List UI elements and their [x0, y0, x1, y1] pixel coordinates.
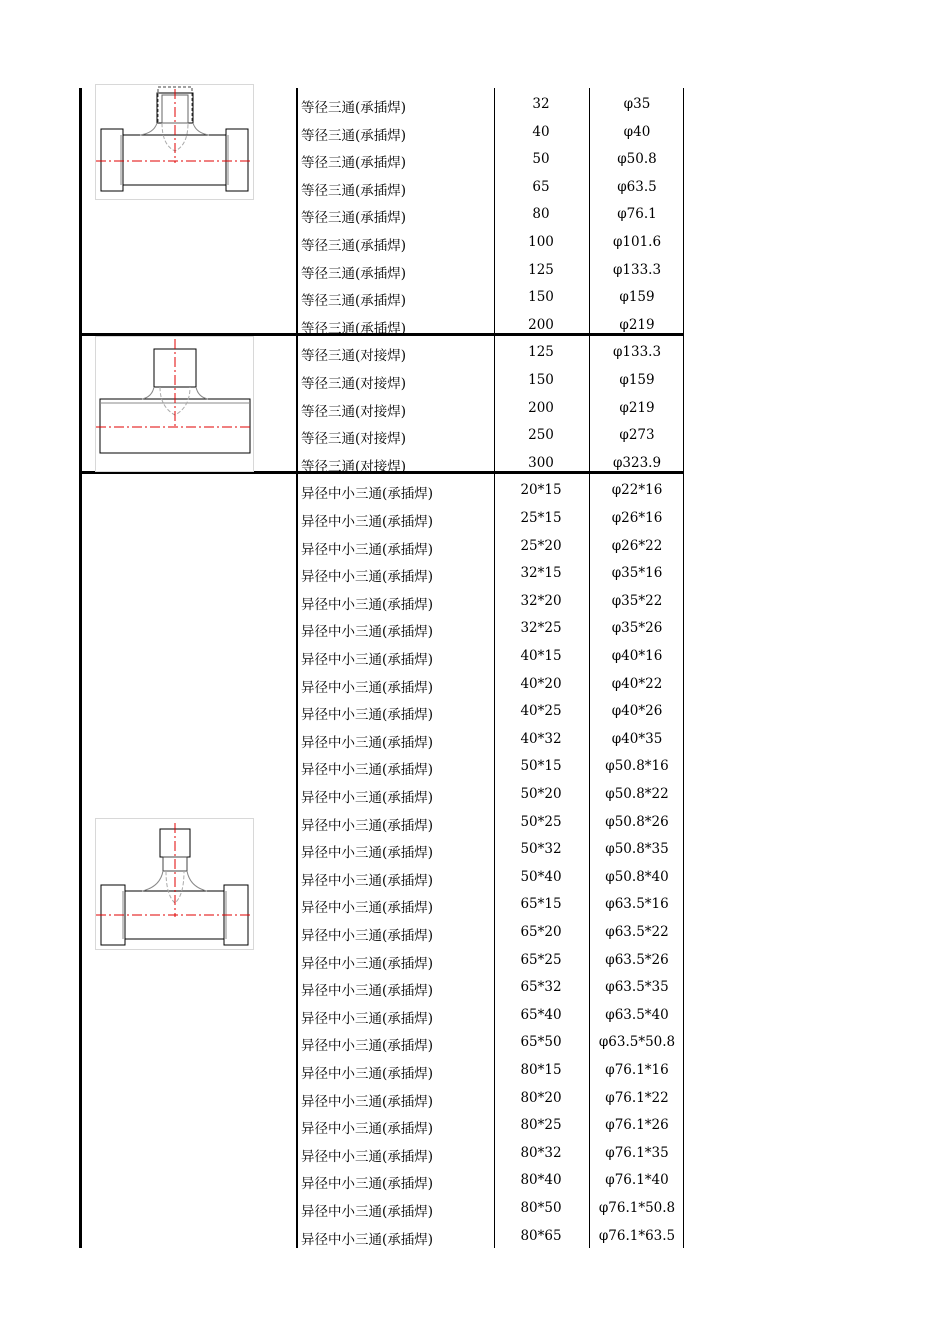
table-row	[298, 752, 684, 780]
fitting-name-cell: 等径三通(承插焊)	[301, 182, 407, 199]
outer-diameter-cell: φ26*22	[611, 537, 663, 554]
fitting-name-cell: 异径中小三通(承插焊)	[301, 734, 434, 751]
outer-diameter-cell: φ76.1*22	[605, 1089, 669, 1106]
table-row	[298, 808, 684, 836]
fitting-name-cell: 异径中小三通(承插焊)	[301, 1066, 434, 1082]
fitting-name-cell: 异径中小三通(承插焊)	[301, 790, 434, 806]
fitting-name-cell: 等径三通(承插焊)	[301, 238, 407, 254]
fitting-name-cell: 异径中小三通(承插焊)	[301, 514, 434, 530]
table-row	[298, 173, 684, 201]
nominal-size-cell: 80*15	[520, 1062, 562, 1078]
fitting-name-cell: 异径中小三通(承插焊)	[301, 541, 434, 558]
butt-weld-equal-tee-drawing	[95, 336, 254, 472]
nominal-size-cell: 125	[528, 261, 554, 278]
outer-diameter-cell: φ63.5*35	[605, 979, 669, 996]
table-row	[298, 504, 684, 532]
outer-left-border	[79, 88, 82, 1248]
nominal-size-cell: 65*20	[520, 924, 562, 940]
outer-diameter-cell: φ133.3	[612, 344, 662, 361]
nominal-size-cell: 32	[532, 96, 550, 112]
outer-diameter-cell: φ63.5*22	[605, 924, 669, 940]
fitting-name-cell: 等径三通(承插焊)	[301, 320, 407, 337]
fitting-name-cell: 异径中小三通(承插焊)	[301, 1176, 434, 1193]
fitting-name-cell: 等径三通(承插焊)	[301, 265, 407, 282]
fitting-name-cell: 异径中小三通(承插焊)	[301, 1093, 434, 1110]
fitting-name-cell: 异径中小三通(承插焊)	[301, 1231, 434, 1248]
outer-diameter-cell: φ76.1*63.5	[598, 1227, 676, 1244]
fitting-name-cell: 异径中小三通(承插焊)	[301, 983, 434, 1000]
fitting-name-cell: 异径中小三通(承插焊)	[301, 596, 434, 613]
table-row	[298, 1222, 684, 1250]
outer-diameter-cell: φ273	[619, 427, 655, 444]
table-row	[298, 118, 684, 146]
outer-diameter-cell: φ323.9	[612, 454, 662, 471]
outer-diameter-cell: φ35*16	[611, 565, 663, 582]
outer-diameter-cell: φ40*22	[611, 675, 663, 692]
outer-diameter-cell: φ63.5*16	[605, 896, 669, 913]
nominal-size-cell: 100	[528, 234, 554, 250]
outer-diameter-cell: φ219	[619, 399, 655, 416]
nominal-size-cell: 200	[528, 316, 554, 333]
fitting-name-cell: 等径三通(对接焊)	[301, 431, 407, 448]
outer-diameter-cell: φ63.5	[617, 178, 657, 195]
table-row	[298, 614, 684, 642]
table-row	[298, 670, 684, 698]
fitting-name-cell: 异径中小三通(承插焊)	[301, 707, 434, 724]
table-row	[298, 1166, 684, 1194]
table-row	[298, 1028, 684, 1056]
nominal-size-cell: 65*25	[520, 951, 562, 968]
nominal-size-cell: 65*32	[520, 979, 562, 996]
nominal-size-cell: 300	[528, 454, 554, 471]
fitting-name-cell: 等径三通(对接焊)	[301, 376, 407, 392]
table-row	[298, 725, 684, 753]
outer-diameter-cell: φ35*26	[611, 620, 663, 637]
outer-diameter-cell: φ50.8*22	[605, 786, 669, 802]
fitting-name-cell: 异径中小三通(承插焊)	[301, 569, 434, 586]
fitting-name-cell: 等径三通(承插焊)	[301, 155, 407, 172]
outer-diameter-cell: φ159	[619, 289, 655, 306]
table-row	[298, 559, 684, 587]
socket-weld-reducing-tee-drawing	[95, 818, 254, 950]
outer-diameter-cell: φ63.5*26	[605, 951, 669, 968]
nominal-size-cell: 40*15	[520, 648, 562, 664]
table-row	[298, 256, 684, 284]
fitting-name-cell: 异径中小三通(承插焊)	[301, 817, 434, 834]
nominal-size-cell: 80*20	[520, 1089, 562, 1106]
nominal-size-cell: 50	[532, 151, 550, 168]
outer-diameter-cell: φ35	[623, 96, 651, 112]
fitting-name-cell: 异径中小三通(承插焊)	[301, 624, 434, 641]
outer-diameter-cell: φ76.1*35	[605, 1144, 669, 1161]
fitting-name-cell: 异径中小三通(承插焊)	[301, 1010, 434, 1027]
table-row	[298, 228, 684, 256]
table-row	[298, 587, 684, 615]
table-row	[298, 421, 684, 449]
fitting-name-cell: 等径三通(对接焊)	[301, 403, 407, 420]
nominal-size-cell: 80*50	[520, 1200, 562, 1216]
outer-diameter-cell: φ40*16	[611, 648, 663, 664]
table-row	[298, 200, 684, 228]
nominal-size-cell: 20*15	[520, 482, 562, 499]
table-row	[298, 145, 684, 173]
fitting-name-cell: 异径中小三通(承插焊)	[301, 1148, 434, 1165]
nominal-size-cell: 80	[532, 206, 550, 223]
table-row	[298, 1139, 684, 1167]
fitting-name-cell: 异径中小三通(承插焊)	[301, 1121, 434, 1138]
fitting-name-cell: 等径三通(承插焊)	[301, 210, 407, 227]
outer-diameter-cell: φ50.8*26	[605, 813, 669, 830]
fitting-name-cell: 异径中小三通(承插焊)	[301, 872, 434, 889]
nominal-size-cell: 40*25	[520, 703, 562, 720]
nominal-size-cell: 65	[532, 178, 550, 195]
fitting-name-cell: 等径三通(承插焊)	[301, 127, 407, 144]
fitting-name-cell: 等径三通(对接焊)	[301, 458, 407, 475]
nominal-size-cell: 200	[528, 399, 554, 416]
outer-diameter-cell: φ50.8	[617, 151, 657, 168]
table-row	[298, 1111, 684, 1139]
outer-diameter-cell: φ40*26	[611, 703, 663, 720]
table-row	[298, 918, 684, 946]
socket-weld-equal-tee-drawing	[95, 84, 254, 200]
nominal-size-cell: 65*50	[520, 1034, 562, 1051]
table-row	[298, 283, 684, 311]
outer-diameter-cell: φ50.8*35	[605, 841, 669, 858]
table-row	[298, 532, 684, 560]
fitting-name-cell: 异径中小三通(承插焊)	[301, 762, 434, 779]
fitting-name-cell: 异径中小三通(承插焊)	[301, 845, 434, 862]
outer-diameter-cell: φ219	[619, 316, 655, 333]
fitting-name-cell: 异径中小三通(承插焊)	[301, 652, 434, 668]
nominal-size-cell: 25*20	[520, 537, 562, 554]
nominal-size-cell: 125	[528, 344, 554, 361]
fitting-name-cell: 异径中小三通(承插焊)	[301, 955, 434, 972]
nominal-size-cell: 40	[532, 123, 550, 140]
nominal-size-cell: 150	[528, 289, 554, 306]
table-row	[298, 476, 684, 504]
outer-diameter-cell: φ35*22	[611, 592, 663, 609]
table-row	[298, 697, 684, 725]
outer-diameter-cell: φ63.5*50.8	[598, 1034, 676, 1051]
fitting-name-cell: 异径中小三通(承插焊)	[301, 928, 434, 944]
table-row	[298, 1084, 684, 1112]
nominal-size-cell: 32*20	[520, 592, 562, 609]
nominal-size-cell: 65*40	[520, 1006, 562, 1023]
nominal-size-cell: 50*15	[520, 758, 562, 775]
table-row	[298, 338, 684, 366]
outer-diameter-cell: φ76.1*16	[605, 1062, 669, 1078]
fitting-name-cell: 异径中小三通(承插焊)	[301, 900, 434, 917]
table-row	[298, 311, 684, 339]
table-row	[298, 780, 684, 808]
table-row	[298, 973, 684, 1001]
outer-diameter-cell: φ76.1*50.8	[598, 1200, 676, 1216]
outer-diameter-cell: φ159	[619, 372, 655, 388]
table-row	[298, 90, 684, 118]
outer-diameter-cell: φ76.1*40	[605, 1172, 669, 1189]
table-row	[298, 1056, 684, 1084]
table-row	[298, 835, 684, 863]
nominal-size-cell: 65*15	[520, 896, 562, 913]
outer-diameter-cell: φ76.1	[617, 206, 657, 223]
outer-diameter-cell: φ40	[623, 123, 651, 140]
nominal-size-cell: 80*32	[520, 1144, 562, 1161]
table-row	[298, 366, 684, 394]
nominal-size-cell: 32*15	[520, 565, 562, 582]
nominal-size-cell: 250	[528, 427, 554, 444]
table-row	[298, 946, 684, 974]
nominal-size-cell: 40*20	[520, 675, 562, 692]
table-row	[298, 1194, 684, 1222]
outer-diameter-cell: φ63.5*40	[605, 1006, 669, 1023]
nominal-size-cell: 50*20	[520, 786, 562, 802]
outer-diameter-cell: φ50.8*40	[605, 868, 669, 885]
nominal-size-cell: 150	[528, 372, 554, 388]
outer-diameter-cell: φ26*16	[611, 510, 663, 526]
outer-diameter-cell: φ50.8*16	[605, 758, 669, 775]
fitting-name-cell: 等径三通(承插焊)	[301, 293, 407, 310]
nominal-size-cell: 50*40	[520, 868, 562, 885]
nominal-size-cell: 50*25	[520, 813, 562, 830]
table-row	[298, 890, 684, 918]
table-row	[298, 394, 684, 422]
fitting-name-cell: 异径中小三通(承插焊)	[301, 486, 434, 503]
outer-diameter-cell: φ101.6	[612, 234, 662, 250]
fitting-name-cell: 异径中小三通(承插焊)	[301, 1204, 434, 1220]
table-row	[298, 1001, 684, 1029]
nominal-size-cell: 50*32	[520, 841, 562, 858]
fitting-name-cell: 等径三通(对接焊)	[301, 348, 407, 365]
fitting-name-cell: 等径三通(承插焊)	[301, 100, 407, 116]
table-row	[298, 449, 684, 477]
outer-diameter-cell: φ76.1*26	[605, 1117, 669, 1134]
nominal-size-cell: 40*32	[520, 730, 562, 747]
table-row	[298, 863, 684, 891]
nominal-size-cell: 32*25	[520, 620, 562, 637]
nominal-size-cell: 80*65	[520, 1227, 562, 1244]
outer-diameter-cell: φ22*16	[611, 482, 663, 499]
nominal-size-cell: 25*15	[520, 510, 562, 526]
outer-diameter-cell: φ133.3	[612, 261, 662, 278]
fitting-name-cell: 异径中小三通(承插焊)	[301, 1038, 434, 1055]
outer-diameter-cell: φ40*35	[611, 730, 663, 747]
nominal-size-cell: 80*40	[520, 1172, 562, 1189]
table-row	[298, 642, 684, 670]
nominal-size-cell: 80*25	[520, 1117, 562, 1134]
fitting-name-cell: 异径中小三通(承插焊)	[301, 679, 434, 696]
